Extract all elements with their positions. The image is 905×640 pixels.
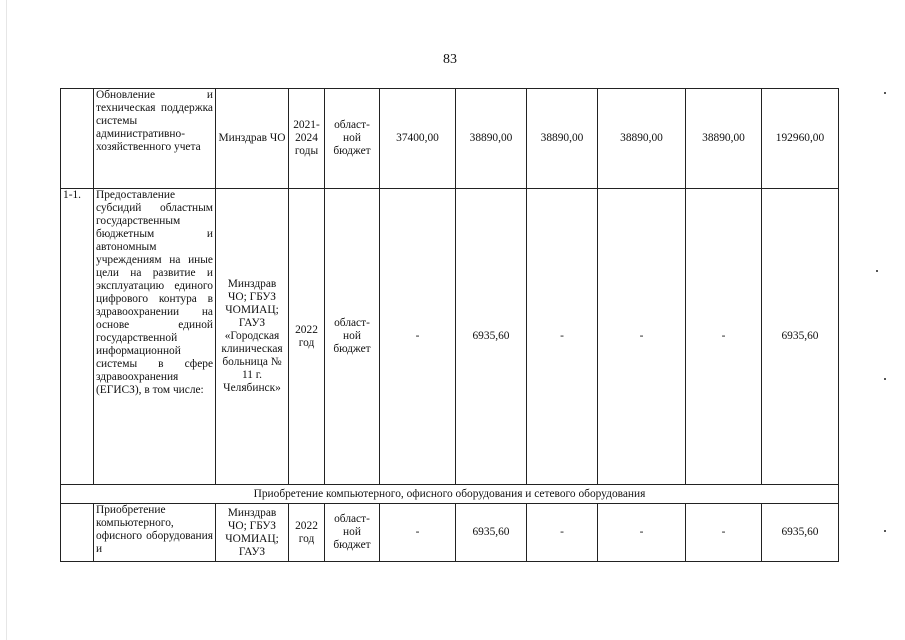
value-cell: -: [686, 189, 762, 485]
value-cell: -: [686, 504, 762, 562]
funding-source: област-ной бюджет: [325, 89, 380, 189]
page-number: 83: [443, 52, 457, 67]
executor: Минздрав ЧО: [216, 89, 289, 189]
funding-source: област-ной бюджет: [325, 189, 380, 485]
executor: Минздрав ЧО; ГБУЗ ЧОМИАЦ; ГАУЗ «Городская клиническая больница № 11 г. Челябинск»: [216, 189, 289, 485]
section-row: [61, 485, 839, 504]
period: 2021-2024 годы: [289, 89, 325, 189]
table-row: [61, 89, 839, 189]
scan-speck: [884, 378, 886, 380]
value-cell: 6935,60: [456, 189, 527, 485]
value-cell: -: [598, 504, 686, 562]
value-cell: 37400,00: [380, 89, 456, 189]
total-cell: 6935,60: [762, 189, 839, 485]
scan-speck: [876, 270, 878, 272]
value-cell: 38890,00: [527, 89, 598, 189]
period: 2022 год: [289, 504, 325, 562]
section-title: Приобретение компьютерного, офисного оборудования и сетевого оборудования: [61, 485, 839, 504]
value-cell: 38890,00: [686, 89, 762, 189]
value-cell: -: [527, 504, 598, 562]
value-cell: -: [527, 189, 598, 485]
scan-speck: [884, 530, 886, 532]
program-table: [60, 88, 839, 562]
activity-name: Предоставление субсидий областным государственным бюджетным и автономным учреждениям на иные цели на развитие и эксплуатацию единого цифрового контура в здравоохранении на основе единой государственной информационной системы в сфере здравоохранения (ЕГИСЗ), в том числе:: [94, 189, 216, 485]
table-row: [61, 504, 839, 562]
value-cell: -: [380, 504, 456, 562]
total-cell: 6935,60: [762, 504, 839, 562]
executor: Минздрав ЧО; ГБУЗ ЧОМИАЦ; ГАУЗ: [216, 504, 289, 562]
activity-name: Приобретение компьютерного, офисного оборудования и: [94, 504, 216, 562]
table-row: [61, 189, 839, 485]
scan-edge-line: [6, 0, 7, 640]
row-number: [61, 89, 94, 189]
value-cell: -: [380, 189, 456, 485]
period: 2022 год: [289, 189, 325, 485]
row-number: [61, 504, 94, 562]
value-cell: 38890,00: [456, 89, 527, 189]
value-cell: 6935,60: [456, 504, 527, 562]
funding-source: област-ной бюджет: [325, 504, 380, 562]
activity-name: Обновление и техническая поддержка системы административно-хозяйственного учета: [94, 89, 216, 189]
scan-speck: [884, 92, 886, 94]
total-cell: 192960,00: [762, 89, 839, 189]
value-cell: 38890,00: [598, 89, 686, 189]
row-number: 1-1.: [61, 189, 94, 485]
value-cell: -: [598, 189, 686, 485]
